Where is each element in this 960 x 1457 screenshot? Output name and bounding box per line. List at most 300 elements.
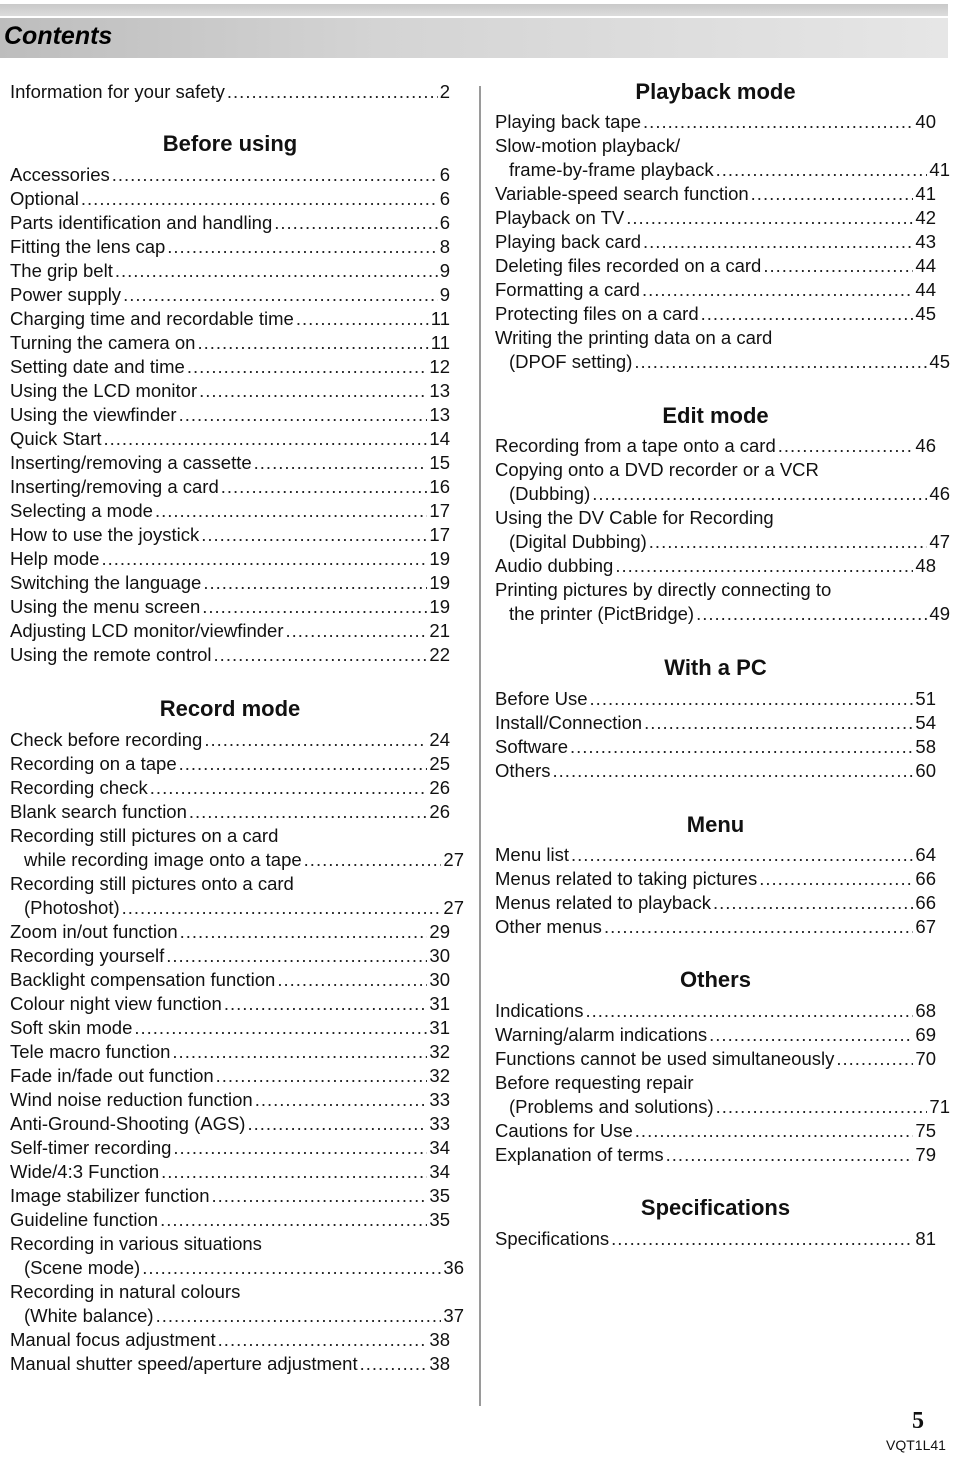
toc-entry[interactable]: [10, 800, 450, 824]
toc-entry-label: Switching the language: [10, 572, 202, 593]
toc-entry-page: 45: [915, 303, 936, 324]
toc-entry-label: Using the LCD monitor: [10, 380, 198, 401]
toc-entry-label: (Digital Dubbing): [509, 531, 647, 552]
toc-entry-page: 21: [429, 620, 450, 641]
toc-entry[interactable]: [10, 1016, 450, 1040]
toc-entry-label: Before requesting repair: [495, 1072, 694, 1093]
toc-entry[interactable]: [10, 403, 450, 427]
toc-entry-label: the printer (PictBridge): [509, 603, 695, 624]
toc-entry-page: 11: [430, 332, 450, 353]
toc-entry-page: 17: [429, 500, 450, 521]
toc-entry-label: Indications: [495, 1000, 584, 1021]
toc-entry-page: 26: [429, 777, 450, 798]
dot-leader: [716, 1095, 928, 1119]
toc-entry-line: [10, 1280, 450, 1304]
toc-entry-page: 46: [929, 483, 950, 504]
toc-entry[interactable]: [10, 235, 450, 259]
toc-entry-page: 27: [443, 897, 464, 918]
toc-entry[interactable]: [495, 350, 950, 374]
toc-entry-label: Recording yourself: [10, 945, 165, 966]
toc-entry-label: Inserting/removing a card: [10, 476, 219, 497]
dot-leader: [81, 187, 438, 211]
toc-entry-page: 9: [439, 284, 450, 305]
dot-leader: [212, 1184, 428, 1208]
toc-entry-line: [495, 578, 936, 602]
dot-leader: [649, 530, 928, 554]
toc-entry-label: Tele macro function: [10, 1041, 171, 1062]
dot-leader: [836, 1047, 913, 1071]
toc-entry[interactable]: [10, 1112, 450, 1136]
toc-entry-label: Inserting/removing a cassette: [10, 452, 252, 473]
toc-entry-page: 31: [429, 993, 450, 1014]
toc-entry-page: 49: [929, 603, 950, 624]
toc-entry-label: Using the viewfinder: [10, 404, 177, 425]
toc-entry[interactable]: [10, 163, 450, 187]
toc-entry[interactable]: [495, 158, 950, 182]
dot-leader: [160, 1208, 427, 1232]
toc-entry-label: (Dubbing): [509, 483, 591, 504]
toc-entry-label: Guideline function: [10, 1209, 159, 1230]
toc-entry-label: Blank search function: [10, 801, 187, 822]
dot-leader: [166, 944, 427, 968]
section-heading: Specifications: [640, 1195, 791, 1220]
toc-entry-label: Accessories: [10, 164, 110, 185]
toc-entry[interactable]: [10, 752, 450, 776]
toc-entry-label: Before Use: [495, 688, 588, 709]
toc-entry[interactable]: [495, 278, 936, 302]
dot-leader: [713, 891, 913, 915]
toc-entry-label: Recording check: [10, 777, 148, 798]
toc-entry[interactable]: [10, 283, 450, 307]
toc-entry[interactable]: [10, 776, 450, 800]
toc-entry-page: 25: [429, 753, 450, 774]
dot-leader: [709, 1023, 913, 1047]
toc-entry[interactable]: [10, 331, 450, 355]
toc-entry-label: Selecting a mode: [10, 500, 153, 521]
toc-entry[interactable]: [10, 643, 450, 667]
toc-entry[interactable]: [10, 499, 450, 523]
toc-entry-label: Charging time and recordable time: [10, 308, 294, 329]
toc-entry[interactable]: [10, 896, 464, 920]
toc-entry[interactable]: [10, 595, 450, 619]
toc-entry-page: 44: [915, 279, 936, 300]
toc-entry[interactable]: [495, 891, 936, 915]
toc-entry[interactable]: [495, 206, 936, 230]
section-heading: Playback mode: [635, 79, 796, 104]
toc-entry[interactable]: [10, 427, 450, 451]
toc-entry-page: 68: [915, 1000, 936, 1021]
toc-entry-label: Setting date and time: [10, 356, 185, 377]
toc-entry-page: 38: [429, 1329, 450, 1350]
toc-entry-label: (DPOF setting): [509, 351, 633, 372]
toc-entry-label: Fade in/fade out function: [10, 1065, 214, 1086]
toc-entry-label: Power supply: [10, 284, 122, 305]
toc-entry[interactable]: [495, 1143, 936, 1167]
toc-entry-label: Backlight compensation function: [10, 969, 276, 990]
toc-entry[interactable]: [495, 1119, 936, 1143]
toc-entry-label: Manual shutter speed/aperture adjustment: [10, 1353, 358, 1374]
toc-entry[interactable]: [495, 254, 936, 278]
toc-entry-page: 19: [429, 548, 450, 569]
toc-entry-line: [10, 872, 450, 896]
dot-leader: [634, 350, 927, 374]
dot-leader: [189, 800, 428, 824]
toc-entry-label: while recording image onto a tape: [24, 849, 302, 870]
toc-entry[interactable]: [10, 1184, 450, 1208]
toc-entry-page: 40: [915, 111, 936, 132]
toc-entry-label: Colour night view function: [10, 993, 222, 1014]
toc-entry[interactable]: [10, 1088, 450, 1112]
toc-entry[interactable]: [10, 1256, 464, 1280]
toc-entry-label: Using the DV Cable for Recording: [495, 507, 774, 528]
toc-entry-label: Using the menu screen: [10, 596, 201, 617]
toc-entry-page: 47: [929, 531, 950, 552]
toc-entry[interactable]: [10, 1040, 450, 1064]
toc-entry-page: 32: [429, 1041, 450, 1062]
document-code: VQT1L41: [886, 1437, 946, 1453]
dot-leader: [218, 1328, 428, 1352]
toc-entry[interactable]: [10, 523, 450, 547]
toc-entry-page: 34: [429, 1161, 450, 1182]
toc-entry[interactable]: [495, 867, 936, 891]
toc-entry[interactable]: [10, 1064, 450, 1088]
dot-leader: [585, 999, 913, 1023]
toc-entry-label: Others: [495, 760, 551, 781]
dot-leader: [221, 475, 428, 499]
toc-entry-label: Fitting the lens cap: [10, 236, 166, 257]
toc-entry[interactable]: [10, 355, 450, 379]
dot-leader: [666, 1143, 914, 1167]
toc-entry[interactable]: [495, 482, 950, 506]
toc-entry-page: 33: [429, 1113, 450, 1134]
toc-entry-label: Wide/4:3 Function: [10, 1161, 160, 1182]
toc-entry-line: [10, 1232, 450, 1256]
dot-leader: [360, 1352, 428, 1376]
toc-entry-page: 29: [429, 921, 450, 942]
toc-entry[interactable]: [495, 843, 936, 867]
toc-entry[interactable]: [495, 110, 936, 134]
toc-entry[interactable]: [495, 999, 936, 1023]
dot-leader: [115, 259, 438, 283]
toc-entry-page: 6: [439, 188, 450, 209]
toc-entry-page: 42: [915, 207, 936, 228]
toc-entry-label: Recording still pictures onto a card: [10, 873, 294, 894]
toc-entry[interactable]: [10, 571, 450, 595]
toc-entry-label: (White balance): [24, 1305, 154, 1326]
section-heading: Edit mode: [662, 403, 769, 428]
dot-leader: [644, 711, 913, 735]
dot-leader: [759, 867, 913, 891]
toc-entry[interactable]: [495, 711, 936, 735]
toc-entry[interactable]: [495, 182, 936, 206]
toc-entry-label: (Problems and solutions): [509, 1096, 714, 1117]
dot-leader: [642, 278, 913, 302]
dot-leader: [247, 1112, 427, 1136]
dot-leader: [643, 110, 913, 134]
dot-leader: [101, 547, 427, 571]
dot-leader: [150, 776, 428, 800]
toc-entry[interactable]: [495, 554, 936, 578]
dot-leader: [696, 602, 927, 626]
toc-entry-page: 66: [915, 892, 936, 913]
toc-entry-label: Install/Connection: [495, 712, 643, 733]
dot-leader: [778, 434, 914, 458]
toc-entry[interactable]: [10, 80, 450, 104]
toc-entry[interactable]: [10, 547, 450, 571]
toc-entry-label: Software: [495, 736, 569, 757]
dot-leader: [592, 482, 927, 506]
toc-entry-page: 35: [429, 1209, 450, 1230]
toc-entry-page: 35: [429, 1185, 450, 1206]
toc-entry[interactable]: [495, 1227, 936, 1251]
toc-entry-label: Optional: [10, 188, 79, 209]
toc-entry-page: 69: [915, 1024, 936, 1045]
dot-leader: [604, 915, 913, 939]
toc-entry-label: Image stabilizer function: [10, 1185, 210, 1206]
toc-entry-label: Recording still pictures on a card: [10, 825, 279, 846]
toc-entry-page: 13: [429, 404, 450, 425]
dot-leader: [202, 595, 427, 619]
toc-entry-label: Specifications: [495, 1228, 610, 1249]
dot-leader: [227, 80, 438, 104]
header-band: [0, 18, 948, 58]
toc-entry-page: 12: [429, 356, 450, 377]
dot-leader: [179, 752, 428, 776]
dot-leader: [643, 230, 913, 254]
toc-entry[interactable]: [10, 379, 450, 403]
toc-entry-page: 19: [429, 572, 450, 593]
toc-entry-label: Menus related to playback: [495, 892, 711, 913]
dot-leader: [570, 735, 913, 759]
toc-entry-page: 45: [929, 351, 950, 372]
toc-entry[interactable]: [10, 451, 450, 475]
toc-entry-label: Manual focus adjustment: [10, 1329, 216, 1350]
dot-leader: [274, 211, 437, 235]
toc-entry-label: frame-by-frame playback: [509, 159, 714, 180]
toc-entry[interactable]: [10, 728, 450, 752]
dot-leader: [180, 920, 428, 944]
top-rule: [0, 4, 948, 16]
toc-entry-label: Menus related to taking pictures: [495, 868, 758, 889]
toc-entry-label: Slow-motion playback/: [495, 135, 681, 156]
toc-entry-label: Help mode: [10, 548, 100, 569]
toc-entry[interactable]: [10, 1328, 450, 1352]
toc-entry-page: 60: [915, 760, 936, 781]
toc-entry[interactable]: [495, 759, 936, 783]
toc-entry-page: 30: [429, 945, 450, 966]
dot-leader: [701, 302, 914, 326]
dot-leader: [716, 158, 928, 182]
toc-entry-page: 24: [429, 729, 450, 750]
dot-leader: [104, 427, 428, 451]
toc-entry-label: Self-timer recording: [10, 1137, 172, 1158]
toc-entry-label: Playing back card: [495, 231, 642, 252]
dot-leader: [203, 571, 427, 595]
toc-entry-label: Playback on TV: [495, 207, 625, 228]
toc-entry-label: (Photoshot): [24, 897, 120, 918]
toc-entry-label: Soft skin mode: [10, 1017, 133, 1038]
toc-entry-label: Explanation of terms: [495, 1144, 664, 1165]
toc-entry-page: 16: [429, 476, 450, 497]
toc-entry[interactable]: [10, 211, 450, 235]
toc-entry-label: Menu list: [495, 844, 570, 865]
toc-entry-page: 75: [915, 1120, 936, 1141]
dot-leader: [286, 619, 428, 643]
toc-entry-label: Formatting a card: [495, 279, 640, 300]
toc-entry[interactable]: [10, 968, 450, 992]
toc-entry-label: Wind noise reduction function: [10, 1089, 253, 1110]
toc-entry[interactable]: [10, 1208, 450, 1232]
dot-leader: [254, 451, 428, 475]
toc-entry-page: 43: [915, 231, 936, 252]
toc-entry-label: How to use the joystick: [10, 524, 200, 545]
toc-entry-page: 22: [429, 644, 450, 665]
toc-entry-label: Playing back tape: [495, 111, 642, 132]
toc-entry[interactable]: [495, 434, 936, 458]
toc-entry-label: Warning/alarm indications: [495, 1024, 708, 1045]
dot-leader: [277, 968, 427, 992]
toc-entry[interactable]: [10, 1352, 450, 1376]
toc-entry-page: 6: [439, 212, 450, 233]
toc-entry-line: [10, 824, 450, 848]
dot-leader: [199, 379, 427, 403]
toc-entry-page: 51: [915, 688, 936, 709]
toc-entry-label: Recording on a tape: [10, 753, 177, 774]
toc-entry[interactable]: [495, 602, 950, 626]
toc-entry-label: Other menus: [495, 916, 602, 937]
toc-entry[interactable]: [495, 687, 936, 711]
dot-leader: [197, 331, 428, 355]
toc-entry[interactable]: [10, 1160, 450, 1184]
toc-entry-page: 6: [439, 164, 450, 185]
toc-entry[interactable]: [495, 735, 936, 759]
toc-entry-page: 44: [915, 255, 936, 276]
toc-entry-label: Variable-speed search function: [495, 183, 749, 204]
toc-entry-label: Protecting files on a card: [495, 303, 699, 324]
dot-leader: [134, 1016, 427, 1040]
toc-entry-line: [495, 506, 936, 530]
toc-entry-label: Recording in natural colours: [10, 1281, 241, 1302]
dot-leader: [296, 307, 429, 331]
dot-leader: [553, 759, 914, 783]
toc-entry[interactable]: [495, 230, 936, 254]
dot-leader: [571, 843, 913, 867]
toc-entry-page: 64: [915, 844, 936, 865]
dot-leader: [161, 1160, 427, 1184]
toc-entry-label: Check before recording: [10, 729, 203, 750]
toc-entry-page: 79: [915, 1144, 936, 1165]
toc-entry-line: [495, 458, 936, 482]
toc-entry[interactable]: [10, 848, 464, 872]
toc-entry-page: 15: [429, 452, 450, 473]
toc-entry-page: 41: [929, 159, 950, 180]
toc-entry[interactable]: [495, 1023, 936, 1047]
toc-entry[interactable]: [10, 1304, 464, 1328]
toc-entry-page: 58: [915, 736, 936, 757]
toc-entry[interactable]: [10, 619, 450, 643]
toc-entry-label: Adjusting LCD monitor/viewfinder: [10, 620, 284, 641]
dot-leader: [635, 1119, 914, 1143]
toc-entry-label: (Scene mode): [24, 1257, 141, 1278]
toc-entry-page: 8: [439, 236, 450, 257]
dot-leader: [626, 206, 913, 230]
toc-entry[interactable]: [495, 1095, 950, 1119]
dot-leader: [304, 848, 442, 872]
dot-leader: [590, 687, 914, 711]
dot-leader: [615, 554, 913, 578]
toc-entry-page: 32: [429, 1065, 450, 1086]
toc-entry-label: Functions cannot be used simultaneously: [495, 1048, 835, 1069]
toc-entry-page: 34: [429, 1137, 450, 1158]
toc-entry[interactable]: [10, 307, 450, 331]
toc-entry-label: Recording from a tape onto a card: [495, 435, 776, 456]
toc-entry[interactable]: [495, 530, 950, 554]
toc-entry[interactable]: [10, 920, 450, 944]
section-heading: Record mode: [159, 696, 301, 721]
toc-entry-page: 31: [429, 1017, 450, 1038]
page-title: Contents: [4, 22, 113, 50]
dot-leader: [201, 523, 427, 547]
toc-entry-label: Quick Start: [10, 428, 102, 449]
dot-leader: [122, 896, 442, 920]
toc-entry-label: Deleting files recorded on a card: [495, 255, 762, 276]
column-divider: [479, 86, 481, 1406]
toc-entry-page: 71: [929, 1096, 950, 1117]
toc-entry[interactable]: [495, 915, 936, 939]
toc-entry-label: Information for your safety: [10, 81, 225, 102]
toc-entry[interactable]: [10, 187, 450, 211]
toc-entry-page: 38: [429, 1353, 450, 1374]
toc-entry-label: The grip belt: [10, 260, 113, 281]
toc-entry[interactable]: [10, 944, 450, 968]
section-heading: With a PC: [664, 655, 767, 680]
toc-entry[interactable]: [10, 259, 450, 283]
toc-entry-line: [495, 1071, 936, 1095]
toc-entry-label: Copying onto a DVD recorder or a VCR: [495, 459, 819, 480]
toc-entry-line: [495, 134, 936, 158]
toc-entry-page: 26: [429, 801, 450, 822]
dot-leader: [216, 1064, 428, 1088]
dot-leader: [204, 728, 427, 752]
toc-entry-page: 70: [915, 1048, 936, 1069]
toc-entry-label: Cautions for Use: [495, 1120, 633, 1141]
toc-entry-page: 17: [429, 524, 450, 545]
toc-entry-page: 2: [439, 81, 450, 102]
dot-leader: [123, 283, 438, 307]
toc-entry[interactable]: [10, 475, 450, 499]
toc-entry-page: 36: [443, 1257, 464, 1278]
section-heading: Before using: [162, 131, 298, 156]
toc-entry-page: 27: [443, 849, 464, 870]
toc-entry-page: 14: [429, 428, 450, 449]
toc-entry[interactable]: [10, 1136, 450, 1160]
dot-leader: [172, 1040, 427, 1064]
toc-entry[interactable]: [495, 1047, 936, 1071]
toc-entry-label: Using the remote control: [10, 644, 212, 665]
toc-entry-page: 48: [915, 555, 936, 576]
toc-entry[interactable]: [10, 992, 450, 1016]
toc-entry-page: 9: [439, 260, 450, 281]
toc-entry-label: Turning the camera on: [10, 332, 196, 353]
toc-entry-page: 41: [915, 183, 936, 204]
toc-entry-label: Zoom in/out function: [10, 921, 178, 942]
toc-entry-label: Audio dubbing: [495, 555, 614, 576]
dot-leader: [142, 1256, 441, 1280]
dot-leader: [155, 499, 427, 523]
toc-entry[interactable]: [495, 302, 936, 326]
dot-leader: [179, 403, 428, 427]
dot-leader: [751, 182, 914, 206]
